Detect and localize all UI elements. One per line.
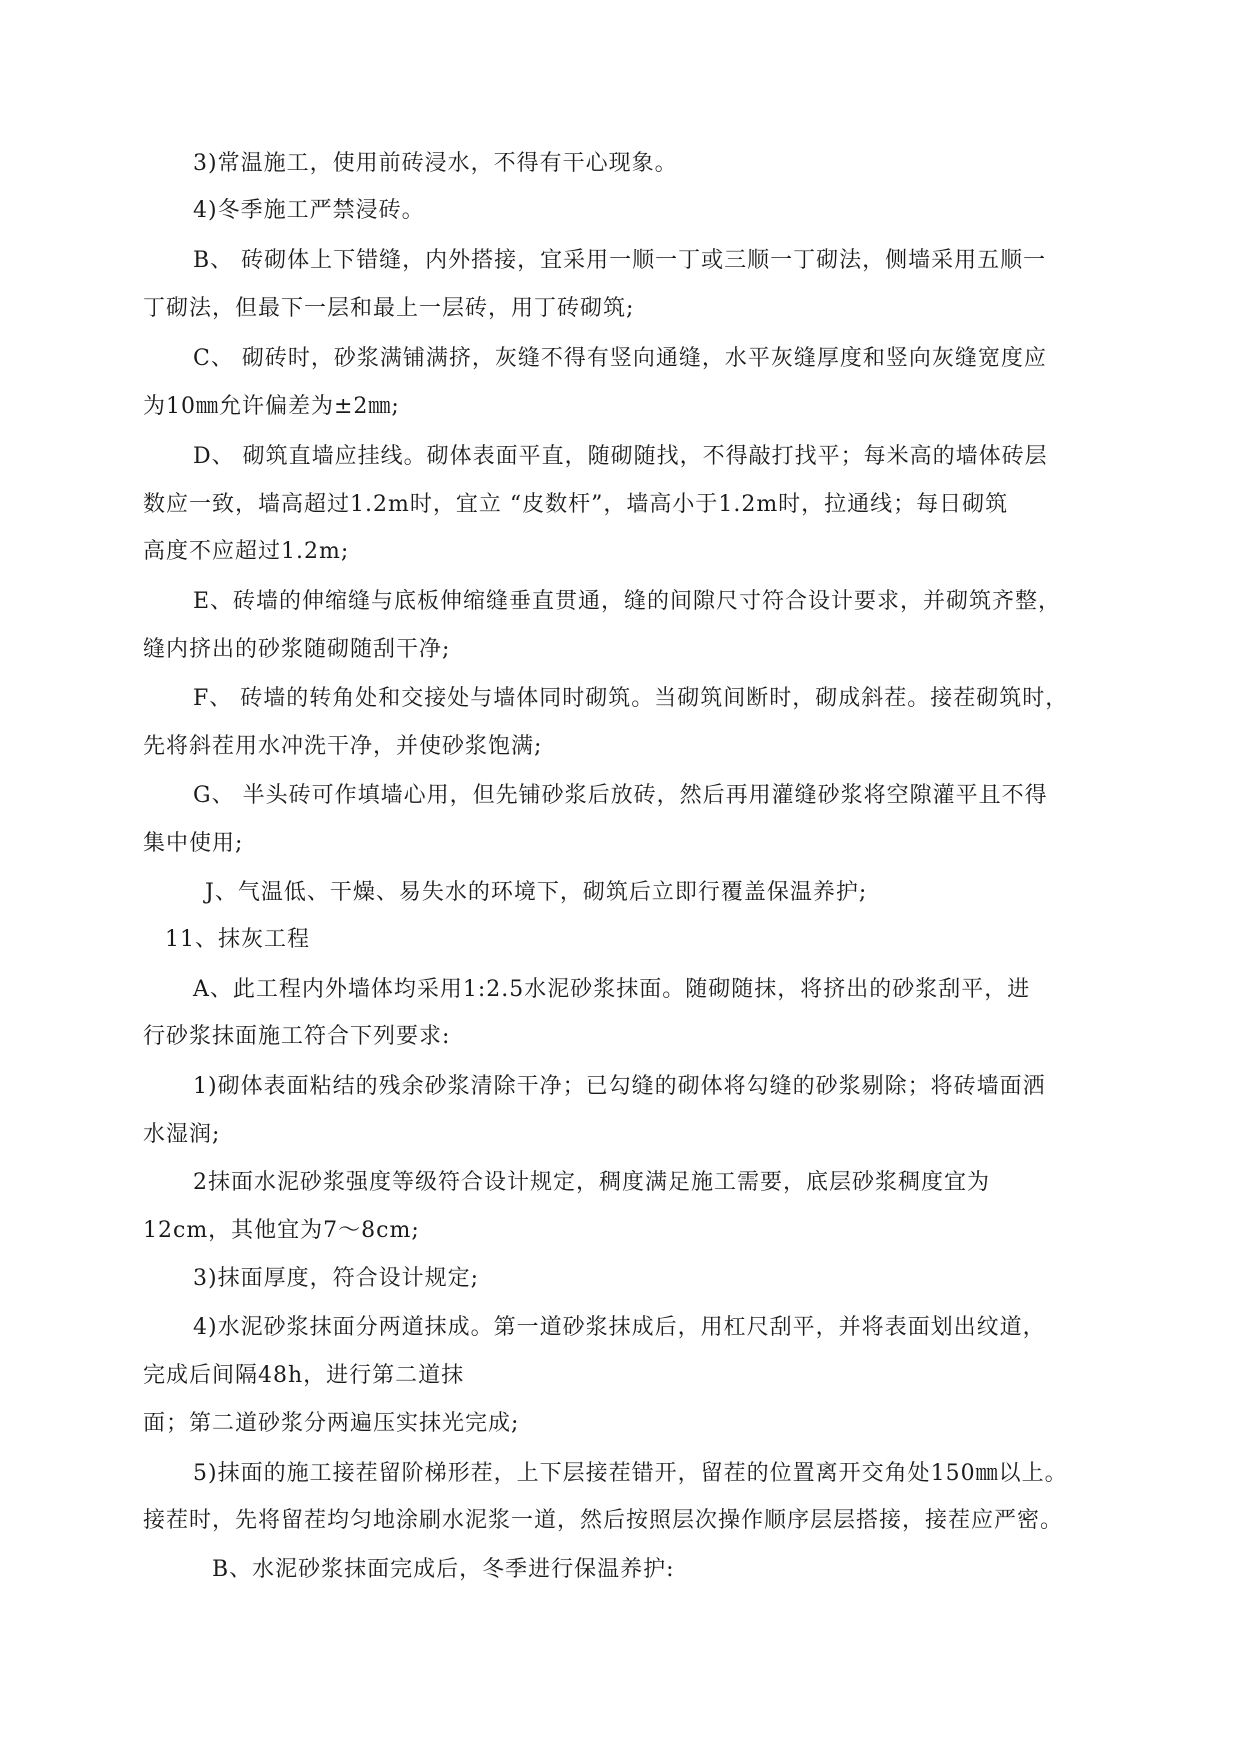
text-line-27: 面；第二道砂浆分两遍压实抹光完成; (143, 1411, 520, 1436)
text-line-30: B、水泥砂浆抹面完成后，冬季进行保温养护: (212, 1557, 675, 1582)
text-line-2: 4)冬季施工严禁浸砖。 (193, 198, 425, 223)
text-line-16: J、气温低、干燥、易失水的环境下，砌筑后立即行覆盖保温养护; (205, 880, 868, 905)
text-line-6: 为10㎜允许偏差为±2㎜; (143, 394, 400, 419)
text-line-8: 数应一致，墙高超过1.2m时，宜立 “皮数杆”，墙高小于1.2m时，拉通线；每日砌筑 (143, 492, 1009, 517)
text-line-15: 集中使用; (143, 831, 244, 856)
text-line-21: 水湿润; (143, 1122, 221, 1147)
text-line-26: 完成后间隔48h，进行第二道抹 (143, 1363, 465, 1388)
text-line-18: A、此工程内外墙体均采用1:2.5水泥砂浆抹面。随砌随抹，将挤出的砂浆刮平，进 (193, 977, 1031, 1002)
text-line-25: 4)水泥砂浆抹面分两道抹成。第一道砂浆抹成后，用杠尺刮平，并将表面划出纹道， (193, 1315, 1046, 1340)
text-line-3: B、 砖砌体上下错缝，内外搭接，宜采用一顺一丁或三顺一丁砌法，侧墙采用五顺一 (193, 248, 1047, 273)
text-line-7: D、 砌筑直墙应挂线。砌体表面平直，随砌随找，不得敲打找平；每米高的墙体砖层 (193, 444, 1048, 469)
text-line-10: E、砖墙的伸缩缝与底板伸缩缝垂直贯通，缝的间隙尺寸符合设计要求，并砌筑齐整， (193, 589, 1062, 614)
text-line-14: G、 半头砖可作填墙心用，但先铺砂浆后放砖，然后再用灌缝砂浆将空隙灌平且不得 (193, 783, 1048, 808)
text-line-13: 先将斜茬用水冲洗干净，并使砂浆饱满; (143, 734, 543, 759)
text-line-20: 1)砌体表面粘结的残余砂浆清除干净；已勾缝的砌体将勾缝的砂浆剔除；将砖墙面洒 (193, 1074, 1046, 1099)
text-line-19: 行砂浆抹面施工符合下列要求: (143, 1024, 451, 1049)
text-line-1: 3)常温施工，使用前砖浸水，不得有干心现象。 (193, 151, 678, 176)
text-line-11: 缝内挤出的砂浆随砌随刮干净; (143, 637, 451, 662)
text-line-5: C、 砌砖时，砂浆满铺满挤，灰缝不得有竖向通缝，水平灰缝厚度和竖向灰缝宽度应 (193, 346, 1047, 371)
text-line-23: 12cm，其他宜为7～8cm; (143, 1218, 420, 1243)
text-line-12: F、 砖墙的转角处和交接处与墙体同时砌筑。当砌筑间断时，砌成斜茬。接茬砌筑时， (193, 686, 1069, 711)
text-line-28: 5)抹面的施工接茬留阶梯形茬，上下层接茬错开，留茬的位置离开交角处150㎜以上。 (193, 1461, 1068, 1486)
section-heading: 11、抹灰工程 (165, 927, 310, 952)
text-line-22: 2抹面水泥砂浆强度等级符合设计规定，稠度满足施工需要，底层砂浆稠度宜为 (193, 1170, 990, 1195)
text-line-24: 3)抹面厚度，符合设计规定; (193, 1266, 479, 1291)
text-line-29: 接茬时，先将留茬均匀地涂刷水泥浆一道，然后按照层次操作顺序层层搭接，接茬应严密。 (143, 1508, 1064, 1533)
text-line-4: 丁砌法，但最下一层和最上一层砖，用丁砖砌筑; (143, 296, 635, 321)
text-line-9: 高度不应超过1.2m; (143, 539, 350, 564)
